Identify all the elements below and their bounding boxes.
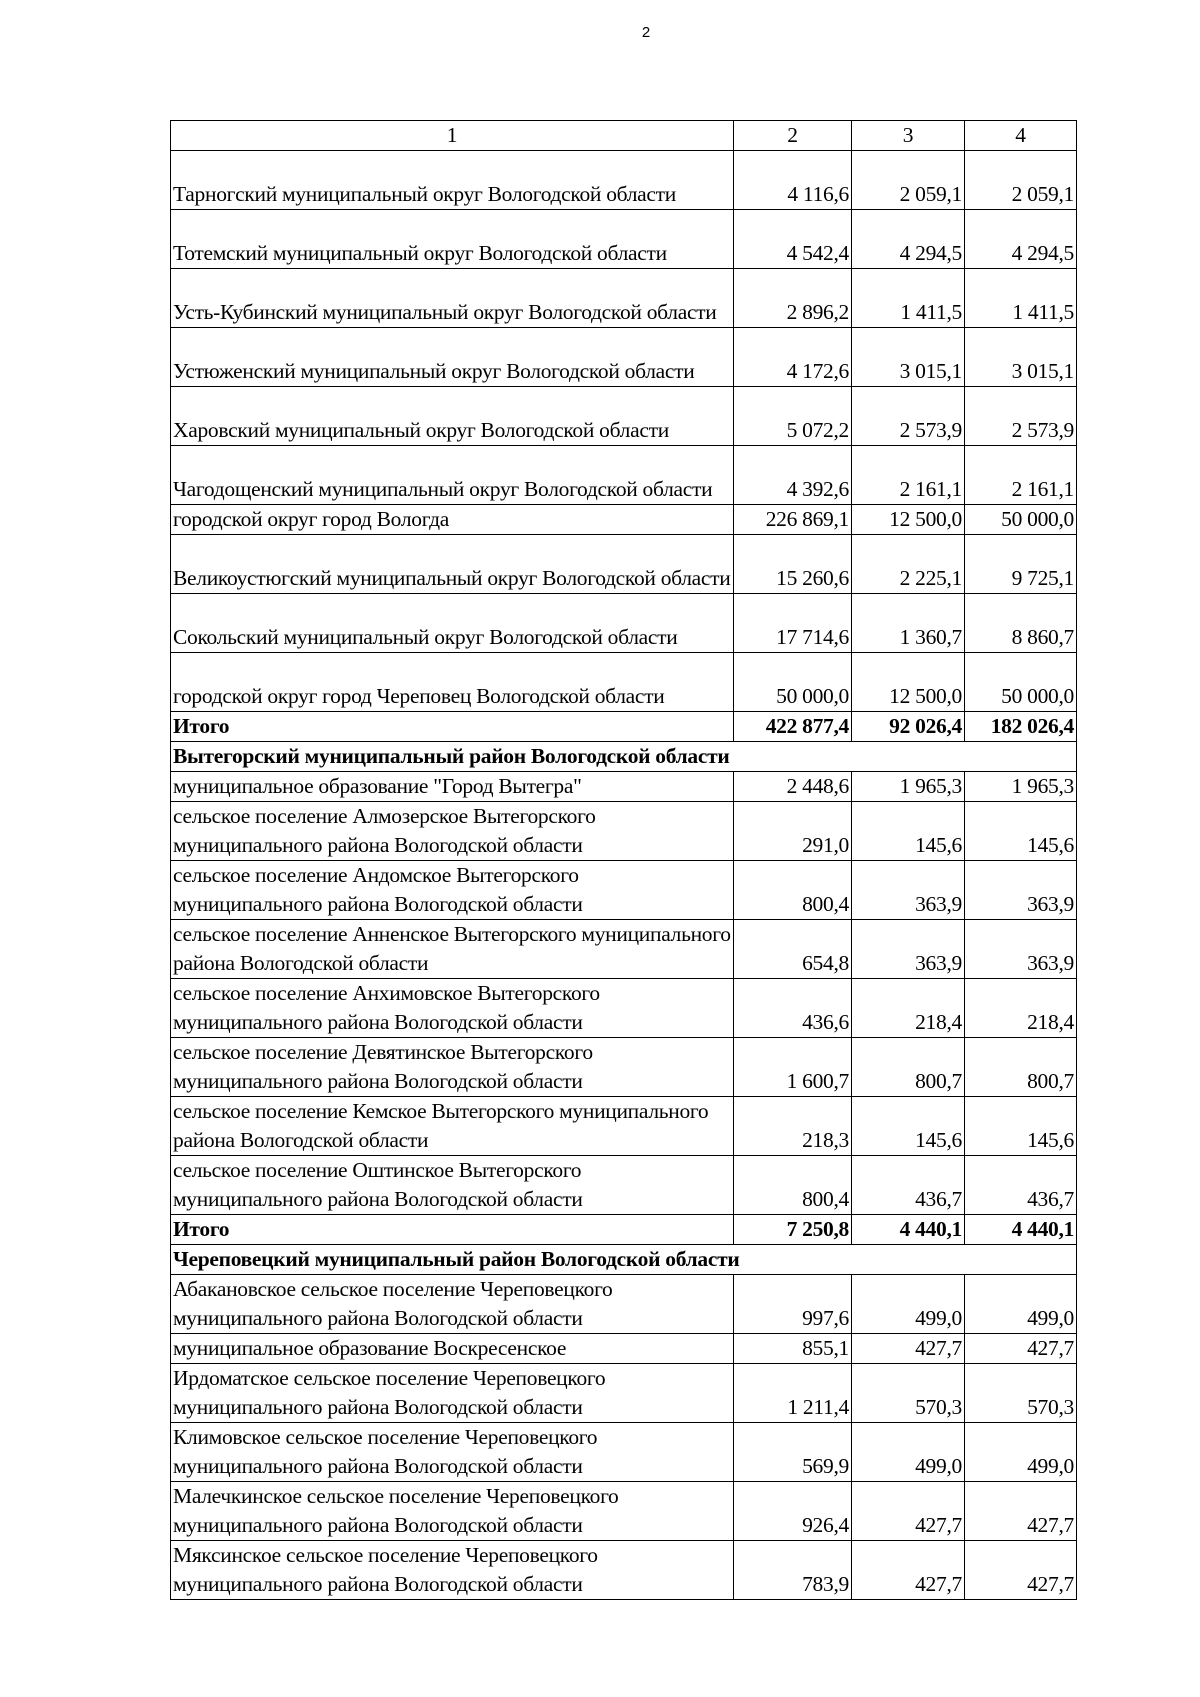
col-3-value: 1 965,3 [852, 772, 965, 802]
table-row [171, 535, 1077, 594]
section-title: Череповецкий муниципальный район Вологодской области [171, 1245, 1077, 1275]
col-4-value: 800,7 [965, 1038, 1077, 1097]
row-name: сельское поселение Оштинское Вытегорского муниципального района Вологодской области [171, 1156, 734, 1215]
col-4-value: 4 294,5 [965, 210, 1077, 269]
allocation-table [170, 120, 1077, 1600]
col-4-value: 145,6 [965, 802, 1077, 861]
col-4-value: 436,7 [965, 1156, 1077, 1215]
col-3-value: 92 026,4 [852, 712, 965, 742]
col-3-value: 1 360,7 [852, 594, 965, 653]
table-row [171, 1038, 1077, 1097]
col-4-value: 3 015,1 [965, 328, 1077, 387]
col-2-value: 1 600,7 [734, 1038, 852, 1097]
col-3-value: 4 294,5 [852, 210, 965, 269]
col-3-value: 4 440,1 [852, 1215, 965, 1245]
table-row [171, 861, 1077, 920]
table-row [171, 1275, 1077, 1334]
row-name: сельское поселение Девятинское Вытегорского муниципального района Вологодской области [171, 1038, 734, 1097]
row-name: сельское поселение Кемское Вытегорского муниципального района Вологодской области [171, 1097, 734, 1156]
row-name: Итого [171, 1215, 734, 1245]
row-name: Сокольский муниципальный округ Вологодской области [171, 594, 734, 653]
table-row [171, 594, 1077, 653]
row-name: Тотемский муниципальный округ Вологодской области [171, 210, 734, 269]
col-2-value: 2 896,2 [734, 269, 852, 328]
col-2-value: 15 260,6 [734, 535, 852, 594]
section-header-row [171, 742, 1077, 772]
row-name: сельское поселение Анненское Вытегорского муниципального района Вологодской области [171, 920, 734, 979]
table-row [171, 446, 1077, 505]
col-3-value: 1 411,5 [852, 269, 965, 328]
col-2-value: 226 869,1 [734, 505, 852, 535]
table-row [171, 387, 1077, 446]
row-name: Ирдоматское сельское поселение Череповецкого муниципального района Вологодской области [171, 1364, 734, 1423]
col-4-value: 1 411,5 [965, 269, 1077, 328]
col-3-value: 363,9 [852, 920, 965, 979]
table-row [171, 653, 1077, 712]
table-row [171, 802, 1077, 861]
col-2-value: 291,0 [734, 802, 852, 861]
col-3-value: 499,0 [852, 1423, 965, 1482]
col-4-value: 363,9 [965, 861, 1077, 920]
col-4-value: 2 059,1 [965, 151, 1077, 210]
col-2-value: 218,3 [734, 1097, 852, 1156]
table-header-row [171, 121, 1077, 151]
row-name: Климовское сельское поселение Череповецкого муниципального района Вологодской области [171, 1423, 734, 1482]
col-3-value: 800,7 [852, 1038, 965, 1097]
header-col-1: 1 [171, 121, 734, 151]
table-row [171, 1334, 1077, 1364]
col-3-value: 12 500,0 [852, 653, 965, 712]
col-3-value: 145,6 [852, 1097, 965, 1156]
table-row [171, 269, 1077, 328]
col-4-value: 499,0 [965, 1423, 1077, 1482]
col-3-value: 363,9 [852, 861, 965, 920]
table-row [171, 1097, 1077, 1156]
total-row [171, 712, 1077, 742]
col-3-value: 12 500,0 [852, 505, 965, 535]
col-2-value: 4 542,4 [734, 210, 852, 269]
col-4-value: 2 573,9 [965, 387, 1077, 446]
col-2-value: 4 172,6 [734, 328, 852, 387]
row-name: городской округ город Череповец Вологодской области [171, 653, 734, 712]
col-2-value: 5 072,2 [734, 387, 852, 446]
col-3-value: 145,6 [852, 802, 965, 861]
row-name: муниципальное образование "Город Вытегра" [171, 772, 734, 802]
row-name: Абакановское сельское поселение Череповецкого муниципального района Вологодской области [171, 1275, 734, 1334]
col-2-value: 654,8 [734, 920, 852, 979]
table-body [171, 121, 1077, 1600]
col-4-value: 182 026,4 [965, 712, 1077, 742]
col-2-value: 50 000,0 [734, 653, 852, 712]
row-name: Чагодощенский муниципальный округ Вологодской области [171, 446, 734, 505]
col-3-value: 427,7 [852, 1482, 965, 1541]
row-name: Великоустюгский муниципальный округ Вологодской области [171, 535, 734, 594]
row-name: муниципальное образование Воскресенское [171, 1334, 734, 1364]
col-3-value: 3 015,1 [852, 328, 965, 387]
col-4-value: 9 725,1 [965, 535, 1077, 594]
col-4-value: 145,6 [965, 1097, 1077, 1156]
table-row [171, 210, 1077, 269]
col-2-value: 4 392,6 [734, 446, 852, 505]
col-2-value: 926,4 [734, 1482, 852, 1541]
header-col-2: 2 [734, 121, 852, 151]
row-name: сельское поселение Андомское Вытегорского муниципального района Вологодской области [171, 861, 734, 920]
col-3-value: 2 059,1 [852, 151, 965, 210]
table-row [171, 772, 1077, 802]
col-4-value: 4 440,1 [965, 1215, 1077, 1245]
col-3-value: 436,7 [852, 1156, 965, 1215]
row-name: Итого [171, 712, 734, 742]
col-3-value: 2 573,9 [852, 387, 965, 446]
row-name: Устюженский муниципальный округ Вологодской области [171, 328, 734, 387]
header-col-4: 4 [965, 121, 1077, 151]
col-4-value: 50 000,0 [965, 505, 1077, 535]
col-3-value: 2 225,1 [852, 535, 965, 594]
col-2-value: 800,4 [734, 861, 852, 920]
col-2-value: 783,9 [734, 1541, 852, 1600]
row-name: городской округ город Вологда [171, 505, 734, 535]
col-2-value: 7 250,8 [734, 1215, 852, 1245]
row-name: сельское поселение Алмозерское Вытегорского муниципального района Вологодской области [171, 802, 734, 861]
table-row [171, 920, 1077, 979]
table-row [171, 1541, 1077, 1600]
row-name: Мяксинское сельское поселение Череповецкого муниципального района Вологодской области [171, 1541, 734, 1600]
col-2-value: 997,6 [734, 1275, 852, 1334]
col-4-value: 499,0 [965, 1275, 1077, 1334]
col-4-value: 363,9 [965, 920, 1077, 979]
page-number: 2 [641, 24, 651, 41]
col-2-value: 2 448,6 [734, 772, 852, 802]
col-3-value: 218,4 [852, 979, 965, 1038]
col-2-value: 855,1 [734, 1334, 852, 1364]
table-row [171, 1156, 1077, 1215]
col-4-value: 218,4 [965, 979, 1077, 1038]
total-row [171, 1215, 1077, 1245]
table-row [171, 151, 1077, 210]
col-4-value: 1 965,3 [965, 772, 1077, 802]
col-4-value: 50 000,0 [965, 653, 1077, 712]
col-3-value: 499,0 [852, 1275, 965, 1334]
row-name: Усть-Кубинский муниципальный округ Вологодской области [171, 269, 734, 328]
table-row [171, 1364, 1077, 1423]
table-row [171, 328, 1077, 387]
col-2-value: 436,6 [734, 979, 852, 1038]
col-4-value: 2 161,1 [965, 446, 1077, 505]
header-col-3: 3 [852, 121, 965, 151]
section-header-row [171, 1245, 1077, 1275]
col-3-value: 2 161,1 [852, 446, 965, 505]
col-3-value: 427,7 [852, 1334, 965, 1364]
col-2-value: 422 877,4 [734, 712, 852, 742]
col-4-value: 8 860,7 [965, 594, 1077, 653]
col-2-value: 569,9 [734, 1423, 852, 1482]
col-4-value: 570,3 [965, 1364, 1077, 1423]
col-4-value: 427,7 [965, 1482, 1077, 1541]
col-3-value: 570,3 [852, 1364, 965, 1423]
col-4-value: 427,7 [965, 1541, 1077, 1600]
table-row [171, 1482, 1077, 1541]
row-name: Тарногский муниципальный округ Вологодской области [171, 151, 734, 210]
col-2-value: 4 116,6 [734, 151, 852, 210]
table-row [171, 505, 1077, 535]
row-name: сельское поселение Анхимовское Вытегорского муниципального района Вологодской области [171, 979, 734, 1038]
col-2-value: 17 714,6 [734, 594, 852, 653]
table-row [171, 979, 1077, 1038]
col-2-value: 1 211,4 [734, 1364, 852, 1423]
col-2-value: 800,4 [734, 1156, 852, 1215]
table-row [171, 1423, 1077, 1482]
col-4-value: 427,7 [965, 1334, 1077, 1364]
row-name: Харовский муниципальный округ Вологодской области [171, 387, 734, 446]
section-title: Вытегорский муниципальный район Вологодской области [171, 742, 1077, 772]
row-name: Малечкинское сельское поселение Череповецкого муниципального района Вологодской области [171, 1482, 734, 1541]
col-3-value: 427,7 [852, 1541, 965, 1600]
